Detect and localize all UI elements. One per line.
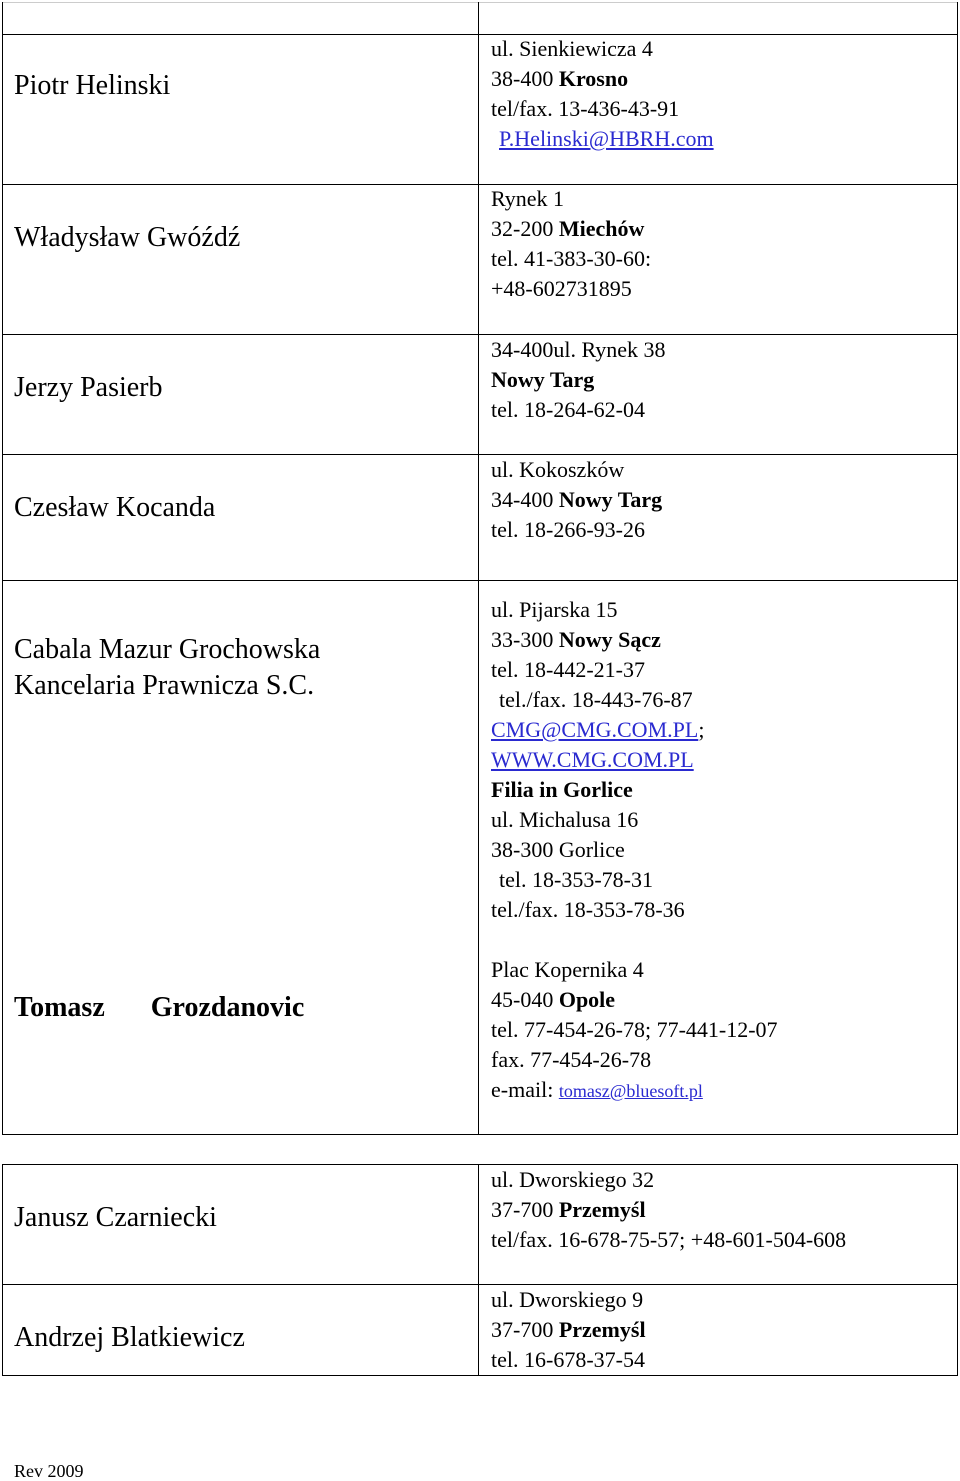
contact-name: Piotr Helinski bbox=[14, 70, 171, 101]
contact-address: ul. Dworskiego 9 37-700 Przemyśl tel. 16-678-37-54 bbox=[491, 1287, 646, 1372]
contact-name: Andrzej Blatkiewicz bbox=[14, 1322, 245, 1353]
contact-address: ul. Pijarska 15 33-300 Nowy Sącz tel. 18-442-21-37 tel./fax. 18-443-76-87 CMG@CMG.COM.PL; WWW.CMG.COM.PL Filia in Gorlice ul. Michalusa 16 38-300 Gorlice tel. 18-353-78-31 tel./fax. 18-353-78-36 bbox=[491, 597, 705, 922]
contact-name: Janusz Czarniecki bbox=[14, 1202, 217, 1233]
contact-name: Władysław Gwóźdź bbox=[14, 222, 241, 253]
contact-address: 34-400ul. Rynek 38 Nowy Targ tel. 18-264-62-04 bbox=[491, 337, 666, 422]
contact-address: ul. Sienkiewicza 4 38-400 Krosno tel/fax. 13-436-43-91 P.Helinski@HBRH.com bbox=[491, 36, 714, 151]
contact-address: ul. Kokoszków 34-400 Nowy Targ tel. 18-266-93-26 bbox=[491, 457, 663, 542]
contact-name: Tomasz Grozdanovic bbox=[14, 992, 305, 1023]
website-link[interactable]: WWW.CMG.COM.PL bbox=[491, 747, 694, 772]
contact-name: Cabala Mazur Grochowska Kancelaria Prawnicza S.C. bbox=[14, 634, 321, 701]
revision-footer: Rev 2009 bbox=[14, 1461, 84, 1481]
contact-address: Rynek 1 32-200 Miechów tel. 41-383-30-60: +48-602731895 bbox=[491, 186, 652, 301]
contact-name: Czesław Kocanda bbox=[14, 492, 216, 523]
email-link[interactable]: P.Helinski@HBRH.com bbox=[499, 126, 714, 151]
contact-name: Jerzy Pasierb bbox=[14, 372, 163, 403]
contact-address: ul. Dworskiego 32 37-700 Przemyśl tel/fax. 16-678-75-57; +48-601-504-608 bbox=[491, 1167, 847, 1252]
email-link[interactable]: tomasz@bluesoft.pl bbox=[558, 1081, 703, 1101]
contact-address: Plac Kopernika 4 45-040 Opole tel. 77-454-26-78; 77-441-12-07 fax. 77-454-26-78 e-mail: tomasz@bluesoft.pl bbox=[491, 957, 778, 1102]
email-link[interactable]: CMG@CMG.COM.PL bbox=[491, 717, 699, 742]
